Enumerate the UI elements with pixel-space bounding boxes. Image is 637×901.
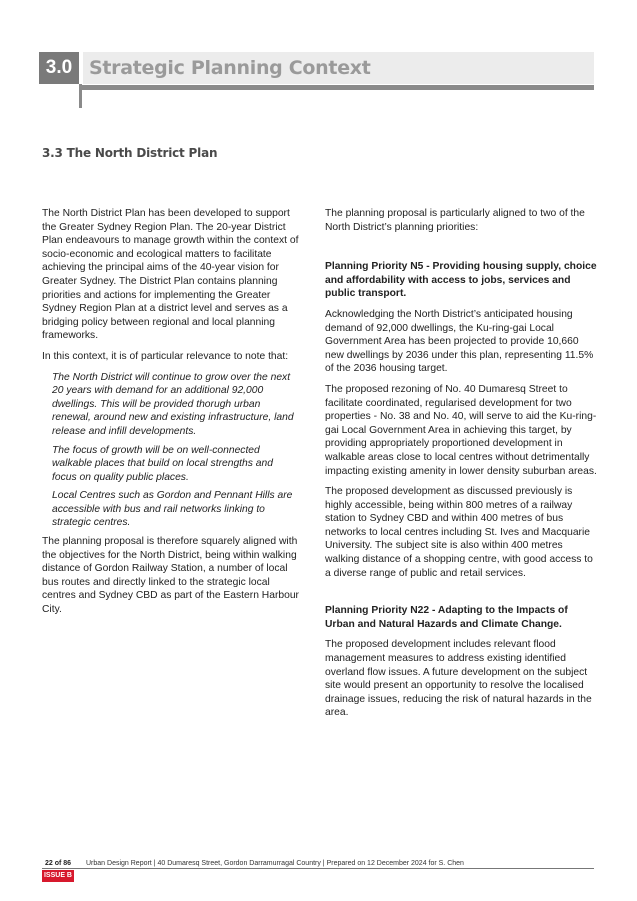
section-title-band <box>83 52 594 84</box>
right-column <box>325 207 597 727</box>
quote: The North District will continue to grow over the next 20 years with demand for an additional 92,000 dwellings. This will be provided thorugh urban renewal, around new and existing infrastructure, land release and infill developments. <box>52 371 294 437</box>
priority-n5-heading: Planning Priority N5 - Providing housing supply, choice and affordability with access to jobs, services and public transport. <box>325 261 597 300</box>
left-column <box>42 207 300 624</box>
paragraph: The proposed development as discussed previously is highly accessible, being within 800 metres of a railway station to Sydney CBD and within 400 metres of bus networks to local centres including St. Ives and Macquarie University. The subject site is also within 400 metres walking distance of a shopping centre, with good access to a diverse range of public and retail services. <box>325 486 593 579</box>
paragraph: Acknowledging the North District’s anticipated housing demand of 92,000 dwellings, the Ku-ring-gai Local Government Area has been projected to provide 10,660 new dwellings by 2036 under this plan, representing 11.5% of the 2036 housing target. <box>325 308 594 375</box>
priority-n22-heading: Planning Priority N22 - Adapting to the Impacts of Urban and Natural Hazards and Climate Change. <box>325 605 568 630</box>
paragraph: The North District Plan has been developed to support the Greater Sydney Region Plan. The 20-year District Plan endeavours to manage growth within the context of socio-economic and ecological matters to facilitate achieving the principal aims of the 40-year vision for Greater Sydney. The District Plan contains planning priorities and actions for implementing the Greater Sydney Region Plan at a district level and serves as a bridging policy between regional and local planning frameworks. <box>42 208 299 342</box>
header-vertical-tick <box>79 84 82 108</box>
section-header <box>39 52 594 84</box>
quote: The focus of growth will be on well-connected walkable places that build on local strengths and focus on quality public places. <box>52 444 273 483</box>
paragraph: The proposed development includes relevant flood management measures to address existing identified overland flow issues. A future development on the subject site would present an opportunity to resolve the localised drainage issues, reducing the risk of natural hazards in the area. <box>325 639 592 719</box>
footer-text: Urban Design Report | 40 Dumaresq Street, Gordon Darramurragal Country | Prepared on 12 December 2024 for S. Chen <box>86 860 464 867</box>
paragraph: The proposed rezoning of No. 40 Dumaresq Street to facilitate coordinated, regularised development for two properties - No. 38 and No. 40, will serve to aid the Ku-ring-gai Local Government Area in achieving this target, by providing appropriately proportioned development in walkable areas close to local centres without detrimentally impacting existing amenity in lower density suburban areas. <box>325 383 597 477</box>
section-number: 3.0 <box>39 52 79 84</box>
section-title: Strategic Planning Context <box>89 57 371 79</box>
page-number: 22 of 86 <box>45 860 72 867</box>
quote: Local Centres such as Gordon and Pennant Hills are accessible with bus and rail networks linking to strategic centres. <box>52 490 293 529</box>
paragraph: In this context, it is of particular relevance to note that: <box>42 350 289 362</box>
paragraph: The planning proposal is therefore squarely aligned with the objectives for the North District, being within walking distance of Gordon Railway Station, a number of local bus routes and directly linked to the strategic local centres and Sydney CBD as part of the Eastern Harbour City. <box>42 536 299 616</box>
header-underline <box>79 85 594 90</box>
subsection-title: 3.3 The North District Plan <box>42 146 218 160</box>
footer-divider <box>42 868 594 869</box>
paragraph: The planning proposal is particularly aligned to two of the North District’s planning priorities: <box>325 208 585 233</box>
issue-badge: ISSUE B <box>42 870 74 882</box>
